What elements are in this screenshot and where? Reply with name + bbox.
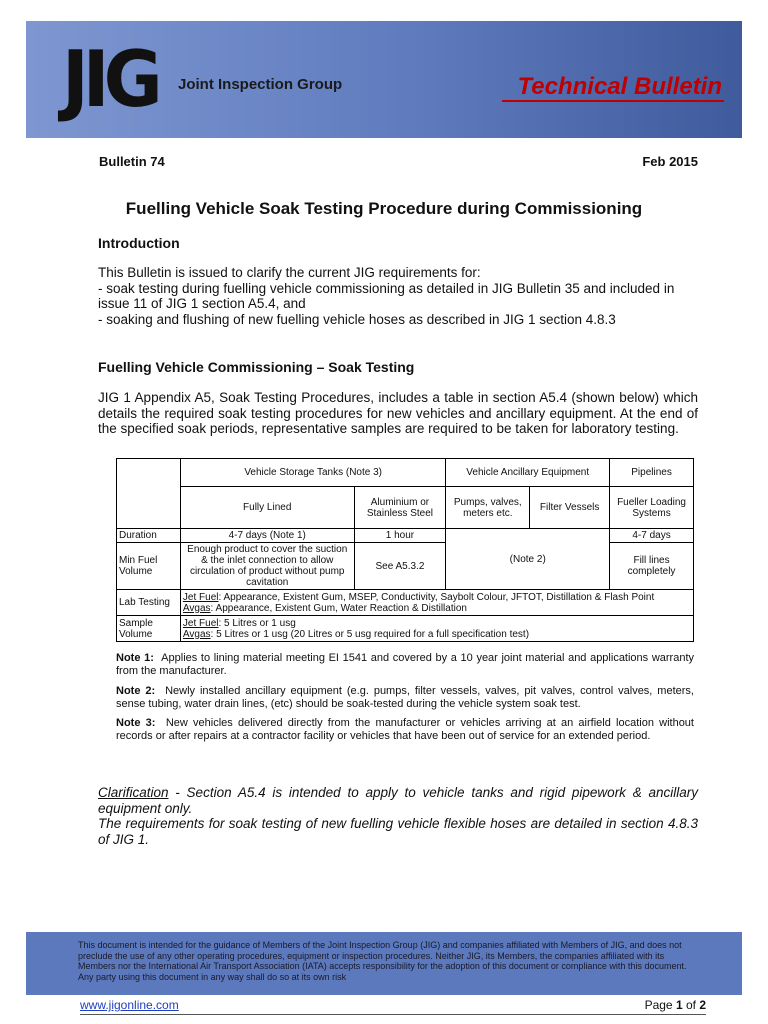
bulletin-number: Bulletin 74 (99, 154, 165, 169)
cell-lab-testing (180, 590, 693, 616)
note-2 (116, 685, 694, 711)
lab-avgas-text: : Appearance, Existent Gum, Water Reaction & Distillation (210, 602, 467, 614)
subheader-filter: Filter Vessels (530, 487, 610, 529)
cell-minfuel-lined: Enough product to cover the suction & the inlet connection to allow circulation of product without pump cavitation (180, 543, 354, 590)
cell-note2: (Note 2) (446, 529, 610, 590)
cell-minfuel-pipe: Fill lines completely (610, 543, 694, 590)
note-text: Applies to lining material meeting EI 1541 and covered by a 10 year joint material and applications warranty from the manufacturer. (116, 652, 694, 677)
cell-duration-pipe: 4-7 days (610, 529, 694, 543)
subheader-aluminium: Aluminium or Stainless Steel (354, 487, 446, 529)
header-ancillary: Vehicle Ancillary Equipment (446, 459, 610, 487)
note-label: Note 3: (116, 717, 156, 729)
sample-avgas-text: : 5 Litres or 1 usg (20 Litres or 5 usg required for a full specification test) (210, 628, 530, 640)
intro-line: - soak testing during fuelling vehicle commissioning as detailed in JIG Bulletin 35 and included in issue 11 of JIG 1 section A5.4, and (98, 280, 675, 312)
footer-rule (80, 1014, 706, 1015)
section-heading: Fuelling Vehicle Commissioning – Soak Testing (98, 359, 415, 375)
sample-jet-label: Jet Fuel (182, 617, 219, 629)
row-label-duration: Duration (117, 529, 181, 543)
org-name: Joint Inspection Group (178, 76, 343, 93)
clarification-text-2: The requirements for soak testing of new fuelling vehicle flexible hoses are detailed in section 4.8.3 of JIG 1. (98, 816, 698, 847)
sample-avgas-label: Avgas (182, 628, 211, 640)
lab-avgas-label: Avgas (182, 602, 211, 614)
bulletin-date: Feb 2015 (642, 154, 698, 169)
sample-jet-text: : 5 Litres or 1 usg (218, 617, 296, 629)
cell-duration-alu: 1 hour (354, 529, 446, 543)
clarification-label: Clarification (98, 785, 169, 800)
note-label: Note 2: (116, 685, 156, 697)
clarification (98, 785, 698, 847)
row-label-lab: Lab Testing (117, 590, 181, 616)
lab-jet-text: : Appearance, Existent Gum, MSEP, Conductivity, Saybolt Colour, JFTOT, Distillation & Flash Point (218, 591, 655, 603)
jig-logo: JIG (62, 33, 157, 125)
header-pipelines: Pipelines (610, 459, 694, 487)
section-paragraph: JIG 1 Appendix A5, Soak Testing Procedures, includes a table in section A5.4 (shown below) which details the required soak testing procedures for new vehicles and ancillary equipment. At the end of the specified soak periods, representative samples are required to be taken for laboratory testing. (98, 390, 698, 437)
note-text: New vehicles delivered directly from the manufacturer or vehicles arriving at an airfield location without records or after repairs at a contractor facility or vehicles that have been out of service for an extended period. (116, 717, 694, 742)
page-title: Fuelling Vehicle Soak Testing Procedure during Commissioning (125, 199, 643, 218)
subheader-pumps: Pumps, valves, meters etc. (446, 487, 530, 529)
intro-heading: Introduction (98, 235, 180, 251)
page-prefix: Page (644, 998, 676, 1012)
page-of: of (682, 998, 700, 1012)
intro-line: - soaking and flushing of new fuelling vehicle hoses as described in JIG 1 section 4.8.3 (98, 311, 616, 327)
header-banner (26, 21, 742, 138)
title-underline (502, 100, 724, 102)
table-corner (117, 459, 181, 529)
soak-testing-table (116, 458, 694, 642)
footer-disclaimer: This document is intended for the guidance of Members of the Joint Inspection Group (JIG) and companies affiliated with Members of JIG, and does not preclude the use of any other operating procedures, equipment or inspection procedures. Neither JIG, its Members, the companies affiliated with its Members nor the International Air Transport Association (IATA) accepts responsibility for the adoption of this document or compliance with this document. Any party using this document in any way shall do so at its own risk (78, 940, 687, 982)
page-current: 1 (675, 998, 683, 1012)
page-total: 2 (699, 998, 706, 1012)
note-1 (116, 652, 694, 678)
header-storage-tanks: Vehicle Storage Tanks (Note 3) (180, 459, 445, 487)
page-number (645, 998, 706, 1012)
doc-type-title: Technical Bulletin (517, 73, 722, 100)
cell-sample-volume (180, 616, 693, 642)
note-3 (116, 717, 694, 743)
lab-jet-label: Jet Fuel (182, 591, 219, 603)
row-label-sample: Sample Volume (117, 616, 181, 642)
cell-minfuel-alu: See A5.3.2 (354, 543, 446, 590)
footer-disclaimer-box (26, 932, 742, 995)
intro-line: This Bulletin is issued to clarify the current JIG requirements for: (98, 265, 481, 280)
subheader-fueller: Fueller Loading Systems (610, 487, 694, 529)
row-label-minfuel: Min Fuel Volume (117, 543, 181, 590)
intro-text (98, 265, 698, 327)
note-text: Newly installed ancillary equipment (e.g. pumps, filter vessels, valves, pit valves, control valves, meters, sense tubing, water drain lines, (etc) should be soak-tested during the vehicle system soak test. (116, 685, 694, 710)
cell-duration-lined: 4-7 days (Note 1) (180, 529, 354, 543)
clarification-text-1: - Section A5.4 is intended to apply to vehicle tanks and rigid pipework & ancillary equipment only. (98, 785, 698, 816)
website-link[interactable]: www.jigonline.com (80, 998, 179, 1012)
note-label: Note 1: (116, 652, 154, 664)
subheader-fully-lined: Fully Lined (180, 487, 354, 529)
